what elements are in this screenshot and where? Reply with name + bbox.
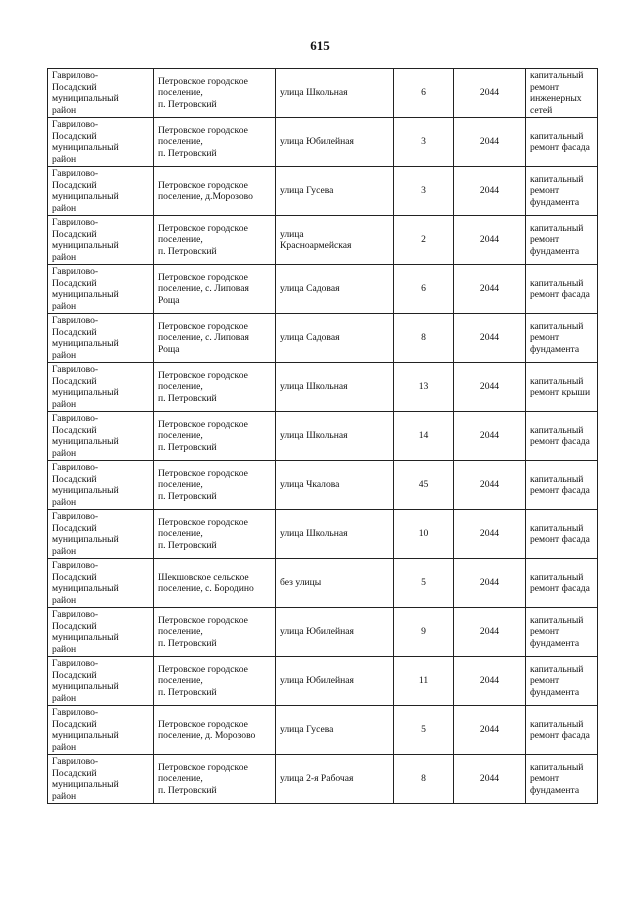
- cell-street: улица Гусева: [276, 706, 394, 755]
- cell-work-type: капитальный ремонт фасада: [526, 510, 598, 559]
- cell-street: улица Чкалова: [276, 461, 394, 510]
- table-row: [48, 608, 598, 657]
- cell-year: 2044: [454, 755, 526, 804]
- cell-house-number: 45: [394, 461, 454, 510]
- page-number: 615: [310, 38, 330, 53]
- cell-settlement: Петровское городское поселение, с. Липовая Роща: [154, 265, 276, 314]
- cell-settlement: Шекшовское сельское поселение, с. Бородино: [154, 559, 276, 608]
- cell-settlement: Петровское городское поселение, п. Петровский: [154, 657, 276, 706]
- cell-work-type: капитальный ремонт фундамента: [526, 608, 598, 657]
- cell-house-number: 2: [394, 216, 454, 265]
- cell-year: 2044: [454, 118, 526, 167]
- cell-work-type: капитальный ремонт фундамента: [526, 167, 598, 216]
- cell-street: улица 2-я Рабочая: [276, 755, 394, 804]
- cell-work-type: капитальный ремонт крыши: [526, 363, 598, 412]
- cell-year: 2044: [454, 706, 526, 755]
- table-row: [48, 706, 598, 755]
- cell-district: Гаврилово- Посадский муниципальный район: [48, 167, 154, 216]
- cell-house-number: 5: [394, 559, 454, 608]
- cell-district: Гаврилово- Посадский муниципальный район: [48, 118, 154, 167]
- table-row: [48, 559, 598, 608]
- cell-work-type: капитальный ремонт фасада: [526, 265, 598, 314]
- cell-year: 2044: [454, 363, 526, 412]
- cell-district: Гаврилово- Посадский муниципальный район: [48, 510, 154, 559]
- cell-work-type: капитальный ремонт фасада: [526, 412, 598, 461]
- cell-year: 2044: [454, 69, 526, 118]
- cell-year: 2044: [454, 167, 526, 216]
- cell-year: 2044: [454, 216, 526, 265]
- table-row: [48, 167, 598, 216]
- table-row: [48, 461, 598, 510]
- cell-work-type: капитальный ремонт фасада: [526, 461, 598, 510]
- repair-schedule-table: [47, 68, 598, 804]
- cell-year: 2044: [454, 314, 526, 363]
- cell-settlement: Петровское городское поселение, п. Петровский: [154, 363, 276, 412]
- cell-house-number: 8: [394, 314, 454, 363]
- cell-year: 2044: [454, 412, 526, 461]
- cell-district: Гаврилово- Посадский муниципальный район: [48, 69, 154, 118]
- table-row: [48, 657, 598, 706]
- cell-settlement: Петровское городское поселение, п. Петровский: [154, 118, 276, 167]
- cell-district: Гаврилово- Посадский муниципальный район: [48, 559, 154, 608]
- cell-work-type: капитальный ремонт фасада: [526, 118, 598, 167]
- cell-street: улица Школьная: [276, 363, 394, 412]
- cell-street: улица Школьная: [276, 510, 394, 559]
- cell-district: Гаврилово- Посадский муниципальный район: [48, 657, 154, 706]
- cell-house-number: 14: [394, 412, 454, 461]
- cell-work-type: капитальный ремонт фундамента: [526, 755, 598, 804]
- cell-settlement: Петровское городское поселение, п. Петровский: [154, 608, 276, 657]
- cell-street: улица Садовая: [276, 265, 394, 314]
- cell-year: 2044: [454, 265, 526, 314]
- cell-house-number: 3: [394, 118, 454, 167]
- cell-district: Гаврилово- Посадский муниципальный район: [48, 706, 154, 755]
- cell-street: улица Юбилейная: [276, 608, 394, 657]
- cell-street: улица Школьная: [276, 412, 394, 461]
- cell-district: Гаврилово- Посадский муниципальный район: [48, 363, 154, 412]
- cell-street: улица Юбилейная: [276, 118, 394, 167]
- cell-year: 2044: [454, 461, 526, 510]
- cell-district: Гаврилово- Посадский муниципальный район: [48, 461, 154, 510]
- cell-settlement: Петровское городское поселение, п. Петровский: [154, 461, 276, 510]
- cell-street: улица Садовая: [276, 314, 394, 363]
- cell-settlement: Петровское городское поселение, п. Петровский: [154, 510, 276, 559]
- cell-district: Гаврилово- Посадский муниципальный район: [48, 265, 154, 314]
- cell-house-number: 5: [394, 706, 454, 755]
- cell-house-number: 6: [394, 265, 454, 314]
- cell-street: улица Красноармейская: [276, 216, 394, 265]
- table-row: [48, 510, 598, 559]
- table-body: [48, 69, 598, 804]
- cell-settlement: Петровское городское поселение, с. Липовая Роща: [154, 314, 276, 363]
- table-row: [48, 363, 598, 412]
- cell-work-type: капитальный ремонт фундамента: [526, 657, 598, 706]
- cell-year: 2044: [454, 657, 526, 706]
- cell-street: улица Гусева: [276, 167, 394, 216]
- cell-settlement: Петровское городское поселение, д.Морозово: [154, 167, 276, 216]
- cell-year: 2044: [454, 510, 526, 559]
- table-row: [48, 412, 598, 461]
- cell-work-type: капитальный ремонт фундамента: [526, 216, 598, 265]
- table-row: [48, 69, 598, 118]
- cell-work-type: капитальный ремонт фундамента: [526, 314, 598, 363]
- cell-street: улица Юбилейная: [276, 657, 394, 706]
- cell-settlement: Петровское городское поселение, д. Морозово: [154, 706, 276, 755]
- cell-district: Гаврилово- Посадский муниципальный район: [48, 608, 154, 657]
- table-row: [48, 755, 598, 804]
- table-row: [48, 314, 598, 363]
- table-row: [48, 265, 598, 314]
- cell-work-type: капитальный ремонт инженерных сетей: [526, 69, 598, 118]
- cell-settlement: Петровское городское поселение, п. Петровский: [154, 216, 276, 265]
- cell-settlement: Петровское городское поселение, п. Петровский: [154, 69, 276, 118]
- cell-house-number: 6: [394, 69, 454, 118]
- cell-settlement: Петровское городское поселение, п. Петровский: [154, 412, 276, 461]
- cell-house-number: 13: [394, 363, 454, 412]
- cell-district: Гаврилово- Посадский муниципальный район: [48, 314, 154, 363]
- cell-district: Гаврилово- Посадский муниципальный район: [48, 216, 154, 265]
- cell-street: без улицы: [276, 559, 394, 608]
- cell-district: Гаврилово- Посадский муниципальный район: [48, 755, 154, 804]
- cell-year: 2044: [454, 608, 526, 657]
- cell-street: улица Школьная: [276, 69, 394, 118]
- cell-work-type: капитальный ремонт фасада: [526, 559, 598, 608]
- cell-house-number: 11: [394, 657, 454, 706]
- cell-settlement: Петровское городское поселение, п. Петровский: [154, 755, 276, 804]
- cell-house-number: 10: [394, 510, 454, 559]
- cell-house-number: 8: [394, 755, 454, 804]
- table-row: [48, 216, 598, 265]
- cell-house-number: 9: [394, 608, 454, 657]
- cell-year: 2044: [454, 559, 526, 608]
- cell-house-number: 3: [394, 167, 454, 216]
- cell-work-type: капитальный ремонт фасада: [526, 706, 598, 755]
- cell-district: Гаврилово- Посадский муниципальный район: [48, 412, 154, 461]
- table-row: [48, 118, 598, 167]
